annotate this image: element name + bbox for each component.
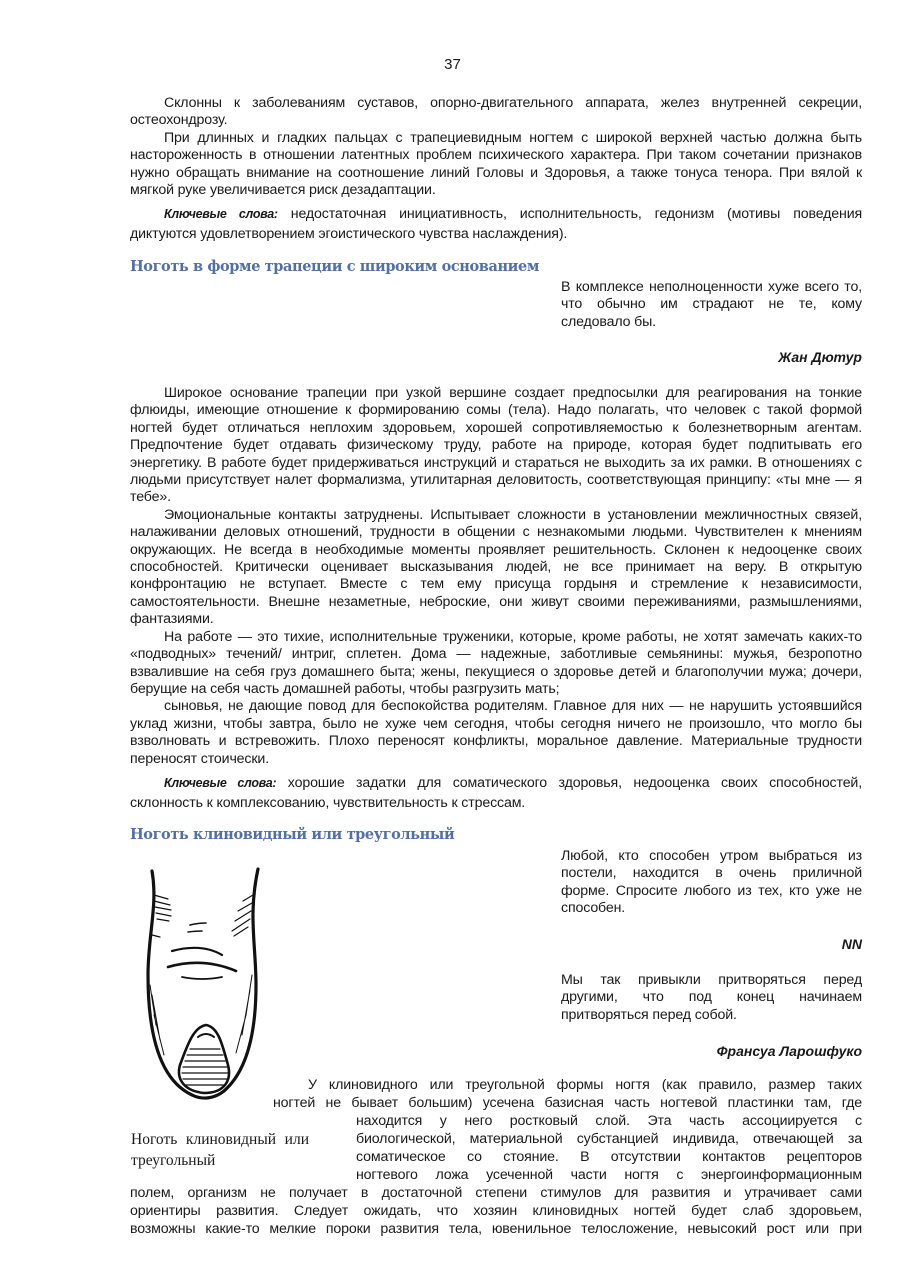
epigraph	[561, 279, 862, 331]
keywords-label: Ключевые слова:	[164, 775, 277, 790]
body-line: ногтевого ложа усеченной части ногтя с энергоинформационным	[356, 1167, 862, 1183]
finger-nail-illustration	[140, 865, 270, 1105]
knuckle-wrinkle	[188, 923, 206, 932]
epigraph-author: NN	[841, 936, 862, 952]
section-heading: Ноготь клиновидный или треугольный	[130, 826, 455, 843]
intro-paragraph: Склонны к заболеваниям суставов, опорно-двигательного аппарата, желез внутренней секреции, остеохондрозу.	[130, 95, 862, 129]
intro-block	[130, 95, 862, 244]
body-line: полем, организм не получает в достаточной степени стимулов для развития и утрачивает сами	[130, 1185, 862, 1201]
body-line: ориентиры развития. Следует ожидать, что хозяин клиновидных ногтей будет слаб здоровьем,	[130, 1203, 862, 1219]
body-paragraph: На работе — это тихие, исполнительные труженики, которые, кроме работы, не хотят замечать каких-то «подводных» течений/ интриг, сплетен. Дома — надежные, заботливые семьянины: мужья, безропотно взвалившие на себя груз домашнего быта; жены, пекущиеся о здоровье детей и благополучии мужа; дочери, берущие на себя часть домашней работы, чтобы разгрузить мать;	[130, 628, 862, 697]
epigraph-author: Жан Дютур	[778, 349, 862, 365]
body-paragraph: сыновья, не дающие повод для беспокойства родителям. Главное для них — не нарушить устоявшийся уклад жизни, чтобы завтра, было не хуже чем сегодня, чтобы сегодня ничего не произошло, что могло бы взволновать и встревожить. Плохо переносят конфликты, моральное давление. Материальные трудности переносят стоически.	[130, 698, 862, 767]
section-heading: Ноготь в форме трапеции с широким основанием	[130, 258, 540, 275]
intro-paragraph: При длинных и гладких пальцах с трапециевидным ногтем с широкой верхней частью должна быть настороженность в отношении латентных проблем психического характера. При таком сочетании признаков нужно обращать внимание на соотношение линий Головы и Здоровья, а также тонуса тенора. При вялой к мягкой руке увеличивается риск дезадаптации.	[130, 129, 862, 199]
epigraph-text: В комплексе неполноценности хуже всего то, что обычно им страдают не те, кому следовало бы.	[561, 279, 862, 330]
body-paragraph: Широкое основание трапеции при узкой вершине создает предпосылки для реагирования на тонкие флюиды, имеющие отношение к формированию сомы (тела). Надо полагать, что человек с такой формой ногтей будет отличаться неплохим здоровьем, хорошей сопротивляемостью к болезнетворным агентам. Предпочтение будет отдавать физическому труду, работе на природе, которая будет подпитывать его энергетику. В работе будет придерживаться инструкций и стараться не выходить за их рамки. В отношениях с людьми присутствует налет формализма, утилитарная деловитость, соответствующая принципу: «ты мне — я тебе».	[130, 385, 862, 506]
body-line: возможны какие-то мелкие пороки развития тела, ювенильное телосложение, невысокий рост или при	[130, 1221, 862, 1237]
finger-shading-left	[152, 895, 171, 937]
section1-body	[130, 385, 862, 813]
keywords-paragraph	[130, 204, 862, 244]
nail-hatching	[182, 1049, 228, 1085]
body-line: ногтей не бывает большим) усечена базисная часть ногтевой пластинки там, где	[273, 1095, 862, 1111]
keywords-text: хорошие задатки для соматического здоровья, недооценка своих способностей, склонность к комплексованию, чувствительность к стрессам.	[130, 774, 863, 811]
epigraph-text: Любой, кто способен утром выбраться из постели, находится в очень приличной форме. Спросите любого из тех, кто уже не способен.	[561, 848, 862, 917]
knuckle-wrinkle	[172, 948, 222, 955]
epigraph	[561, 972, 862, 1024]
page-number: 37	[444, 56, 461, 73]
body-line: У клиновидного или треугольной формы ногтя (как правило, размер таких	[308, 1077, 862, 1093]
body-line: соматическое со стояние. В отсутствии контактов рецепторов	[356, 1149, 862, 1165]
body-line: находится у него ростковый слой. Эта часть ассоциируется с	[356, 1113, 862, 1129]
keywords-text: недостаточная инициативность, исполнительность, гедонизм (мотивы поведения диктуются удовлетворением эгоистического чувства наслаждения).	[130, 206, 863, 243]
finger-shading-right	[232, 895, 253, 936]
nail-cuticle	[198, 1034, 214, 1037]
body-paragraph: Эмоциональные контакты затруднены. Испытывает сложности в установлении межличностных связей, налаживании деловых отношений, трудности в общении с незнакомыми людьми. Чувствителен к мнениям окружающих. Не всегда в необходимые моменты проявляет решительность. Склонен к недооценке своих способностей. Критически оценивает высказывания людей, не все принимает на веру. В открытую конфронтацию не вступает. Вместе с тем ему присуща гордыня и стремление к независимости, самостоятельности. Внешне незаметные, неброские, они живут своими переживаниями, размышлениями, фантазиями.	[130, 506, 862, 628]
figure-caption: Ноготь клиновидный или треугольный	[131, 1131, 309, 1169]
knuckle-wrinkle	[182, 977, 222, 979]
epigraph-text: Мы так привыкли притворяться перед другими, что под конец начинаем притворяться перед собой.	[561, 972, 862, 1023]
epigraph	[561, 848, 862, 918]
knuckle-wrinkle	[168, 963, 236, 971]
body-line: биологической, материальной субстанцией индивида, отвечающей за	[356, 1131, 862, 1147]
keywords-label: Ключевые слова:	[164, 207, 278, 222]
keywords-paragraph	[130, 773, 862, 813]
epigraph-author: Франсуа Ларошфуко	[716, 1043, 862, 1059]
